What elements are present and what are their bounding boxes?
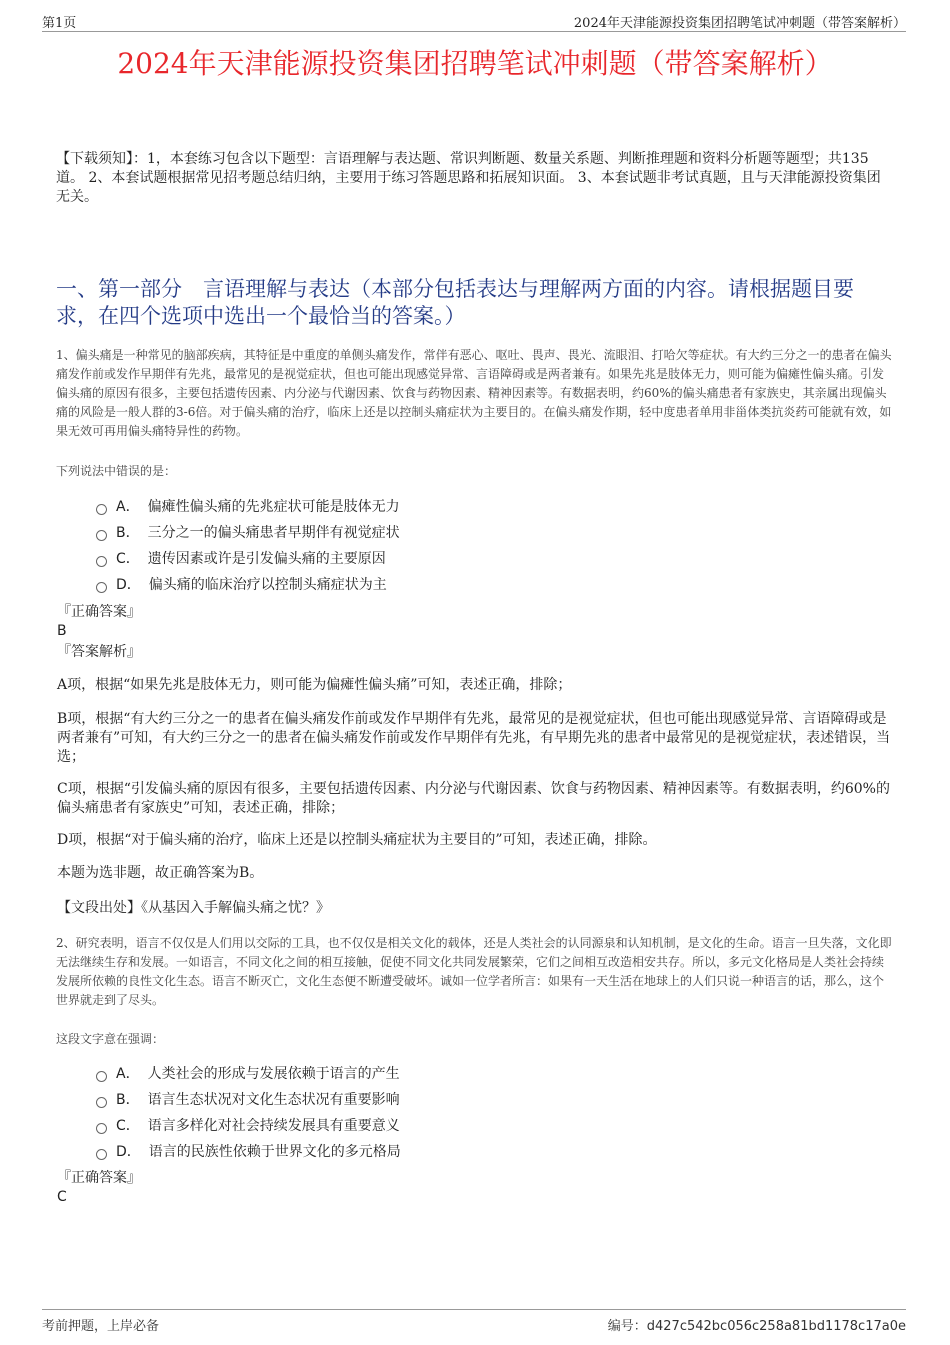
option-label: D． [116, 577, 141, 593]
option-text: 语言多样化对社会持续发展具有重要意义 [147, 1118, 400, 1134]
q2-option-b[interactable] [96, 1089, 400, 1109]
q1-option-a[interactable] [96, 496, 400, 516]
q2-prompt: 这段文字意在强调： [56, 1032, 165, 1046]
option-label: B． [116, 1092, 140, 1108]
option-label: B． [116, 525, 140, 541]
q2-answer: C [57, 1189, 67, 1205]
download-notice: 【下载须知】：1，本套练习包含以下题型：言语理解与表达题、常识判断题、数量关系题、判断推理题和资料分析题等题型；共135道。 2、本套试题根据常见招考题总结归纳，主要用于练习答题思路和拓展知识面。 3、本套试题非考试真题，且与天津能源投资集团无关。 [56, 151, 881, 205]
q1-analysis-a: A项，根据“如果先兆是肢体无力，则可能为偏瘫性偏头痛”可知，表述正确，排除； [57, 677, 572, 693]
radio-icon[interactable] [96, 582, 107, 593]
option-label: D． [116, 1144, 141, 1160]
option-text: 语言生态状况对文化生态状况有重要影响 [147, 1092, 400, 1108]
q1-analysis-c: C项，根据“引发偏头痛的原因有很多，主要包括遗传因素、内分泌与代谢因素、饮食与药物因素、精神因素等。有数据表明，约60%的偏头痛患者有家族史”可知，表述正确，排除； [57, 781, 890, 816]
footer-code [608, 1315, 906, 1334]
radio-icon[interactable] [96, 530, 107, 541]
header-divider [42, 31, 906, 32]
footer-divider [42, 1309, 906, 1310]
radio-icon[interactable] [96, 1071, 107, 1082]
q2-passage: 2、研究表明，语言不仅仅是人们用以交际的工具，也不仅仅是相关文化的载体，还是人类社会的认同源泉和认知机制，是文化的生命。语言一旦失落，文化即无法继续生存和发展。一如语言，不同文化之间的相互接触，促使不同文化共同发展繁荣，它们之间相互改造相安共存。所以，多元文化格局是人类社会持续发展所依赖的良性文化生态。语言不断灭亡，文化生态便不断遭受破坏。诚如一位学者所言：如果有一天生活在地球上的人们只说一种语言的话，那么，这个世界就走到了尽头。 [56, 936, 892, 1007]
section-title: 一、第一部分 言语理解与表达（本部分包括表达与理解两方面的内容。请根据题目要求，在四个选项中选出一个最恰当的答案。） [56, 277, 854, 328]
option-label: C． [116, 1118, 140, 1134]
q2-answer-heading: 『正确答案』 [57, 1170, 141, 1186]
q2-option-d[interactable] [96, 1141, 401, 1161]
radio-icon[interactable] [96, 1097, 107, 1108]
q1-analysis-d: D项，根据“对于偏头痛的治疗，临床上还是以控制头痛症状为主要目的”可知，表述正确，排除。 [57, 832, 657, 848]
option-text: 遗传因素或许是引发偏头痛的主要原因 [147, 551, 386, 567]
option-label: A． [116, 1066, 140, 1082]
q1-option-b[interactable] [96, 522, 400, 542]
q1-prompt: 下列说法中错误的是： [56, 464, 177, 478]
radio-icon[interactable] [96, 504, 107, 515]
q1-analysis-b: B项，根据“有大约三分之一的患者在偏头痛发作前或发作早期伴有先兆，最常见的是视觉症状，但也可能出现感觉异常、言语障碍或是两者兼有”可知，有大约三分之一的患者在偏头痛发作前或发作早期伴有先兆，有早期先兆的患者中最常见的是视觉症状，表述错误，当选； [57, 711, 891, 765]
option-text: 偏头痛的临床治疗以控制头痛症状为主 [148, 577, 387, 593]
code-value: d427c542bc056c258a81bd1178c17a0e [646, 1319, 906, 1334]
radio-icon[interactable] [96, 556, 107, 567]
q1-analysis-conclusion: 本题为选非题，故正确答案为B。 [57, 865, 264, 881]
q2-option-a[interactable] [96, 1063, 400, 1083]
option-text: 人类社会的形成与发展依赖于语言的产生 [147, 1066, 400, 1082]
q1-passage: 1、偏头痛是一种常见的脑部疾病，其特征是中重度的单侧头痛发作，常伴有恶心、呕吐、畏声、畏光、流眼泪、打哈欠等症状。有大约三分之一的患者在偏头痛发作前或发作早期伴有先兆，最常见的是视觉症状，但也可能出现感觉异常、言语障碍或是两者兼有。如果先兆是肢体无力，则可能为偏瘫性偏头痛。引发偏头痛的原因有很多，主要包括遗传因素、内分泌与代谢因素、饮食与药物因素、精神因素等。有数据表明，约60%的偏头痛患者有家族史，其亲属出现偏头痛的风险是一般人群的3-6倍。对于偏头痛的治疗，临床上还是以控制头痛症状为主要目的。在偏头痛发作期，轻中度患者单用非甾体类抗炎药可能就有效，如果无效可再用偏头痛特异性的药物。 [56, 348, 892, 438]
footer-slogan: 考前押题，上岸必备 [42, 1319, 160, 1334]
page-number: 第1页 [42, 16, 77, 31]
q1-option-c[interactable] [96, 548, 386, 568]
page-title: 2024年天津能源投资集团招聘笔试冲刺题（带答案解析） [117, 47, 833, 80]
option-text: 偏瘫性偏头痛的先兆症状可能是肢体无力 [147, 499, 400, 515]
running-title: 2024年天津能源投资集团招聘笔试冲刺题（带答案解析） [573, 16, 906, 31]
q1-answer-heading: 『正确答案』 [57, 604, 141, 620]
option-label: A． [116, 499, 140, 515]
q2-option-c[interactable] [96, 1115, 400, 1135]
option-label: C． [116, 551, 140, 567]
q1-answer: B [57, 623, 67, 639]
q1-analysis-heading: 『答案解析』 [57, 644, 141, 660]
option-text: 语言的民族性依赖于世界文化的多元格局 [148, 1144, 401, 1160]
radio-icon[interactable] [96, 1123, 107, 1134]
code-label: 编号： [607, 1319, 647, 1334]
q1-option-d[interactable] [96, 574, 387, 594]
option-text: 三分之一的偏头痛患者早期伴有视觉症状 [147, 525, 400, 541]
radio-icon[interactable] [96, 1149, 107, 1160]
q1-source: 【文段出处】《从基因入手解偏头痛之忧？》 [57, 900, 330, 916]
